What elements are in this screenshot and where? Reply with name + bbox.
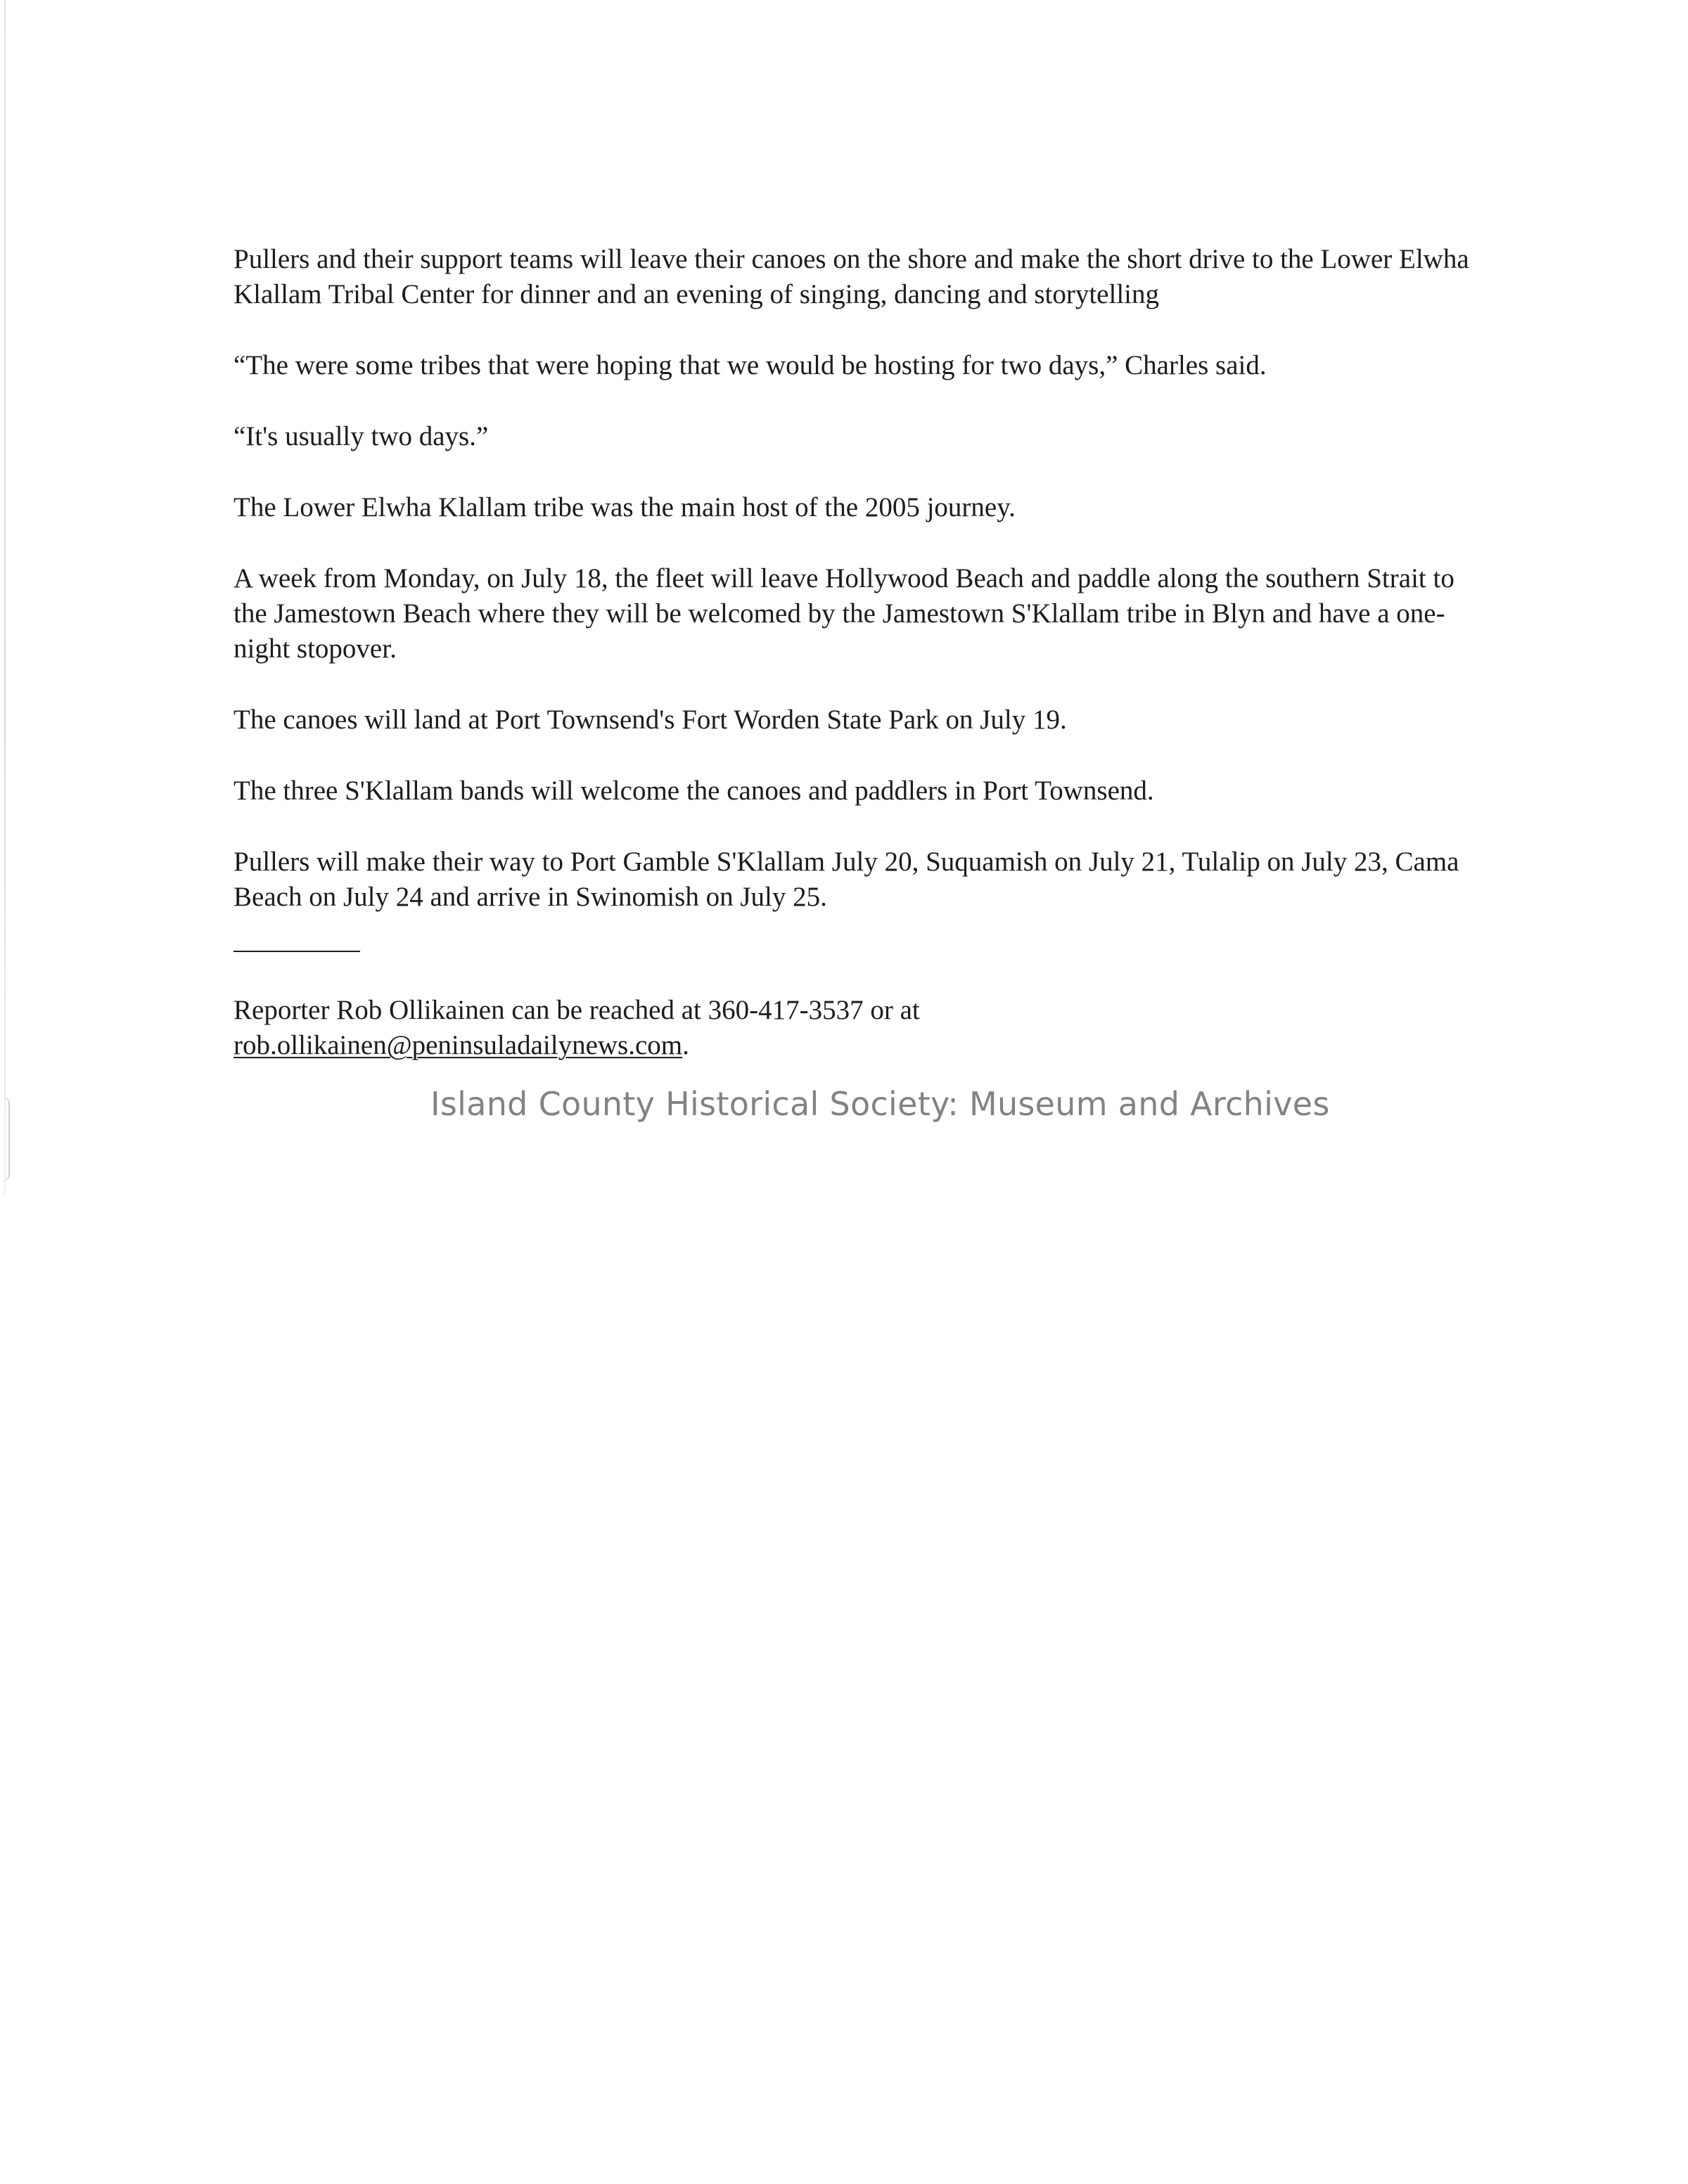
scan-edge-shadow xyxy=(4,0,6,1195)
paragraph-charles-quote: “The were some tribes that were hoping that we would be hosting for two days,” Charles said. xyxy=(234,350,1267,380)
paragraph-2005-host: The Lower Elwha Klallam tribe was the main host of the 2005 journey. xyxy=(234,492,1016,522)
paragraph-two-days-quote: “It's usually two days.” xyxy=(234,421,489,451)
byline-period: . xyxy=(682,1030,689,1060)
archive-watermark: Island County Historical Society: Museum and Archives xyxy=(430,1085,1330,1123)
byline-divider xyxy=(234,951,360,952)
article-body xyxy=(234,242,1471,1063)
reporter-byline xyxy=(234,993,1471,1063)
paragraph-july-18-route: A week from Monday, on July 18, the fleet will leave Hollywood Beach and paddle along the southern Strait to the Jamestown Beach where they will be welcomed by the Jamestown S'Klallam tribe in Blyn and have a one-night stopover. xyxy=(234,563,1454,664)
paragraph-sklallam-welcome: The three S'Klallam bands will welcome the canoes and paddlers in Port Townsend. xyxy=(234,776,1154,806)
scan-binding-mark xyxy=(0,1097,10,1181)
paragraph-pullers-drive: Pullers and their support teams will leave their canoes on the shore and make the short drive to the Lower Elwha Klallam Tribal Center for dinner and an evening of singing, dancing and storytelling xyxy=(234,244,1469,309)
paragraph-journey-schedule: Pullers will make their way to Port Gamble S'Klallam July 20, Suquamish on July 21, Tulalip on July 23, Cama Beach on July 24 and arrive in Swinomish on July 25. xyxy=(234,847,1459,912)
reporter-email-link[interactable]: rob.ollikainen@peninsuladailynews.com xyxy=(234,1030,683,1060)
paragraph-port-townsend-landing: The canoes will land at Port Townsend's Fort Worden State Park on July 19. xyxy=(234,705,1067,735)
byline-text: Reporter Rob Ollikainen can be reached at 360-417-3537 or at xyxy=(234,995,920,1025)
